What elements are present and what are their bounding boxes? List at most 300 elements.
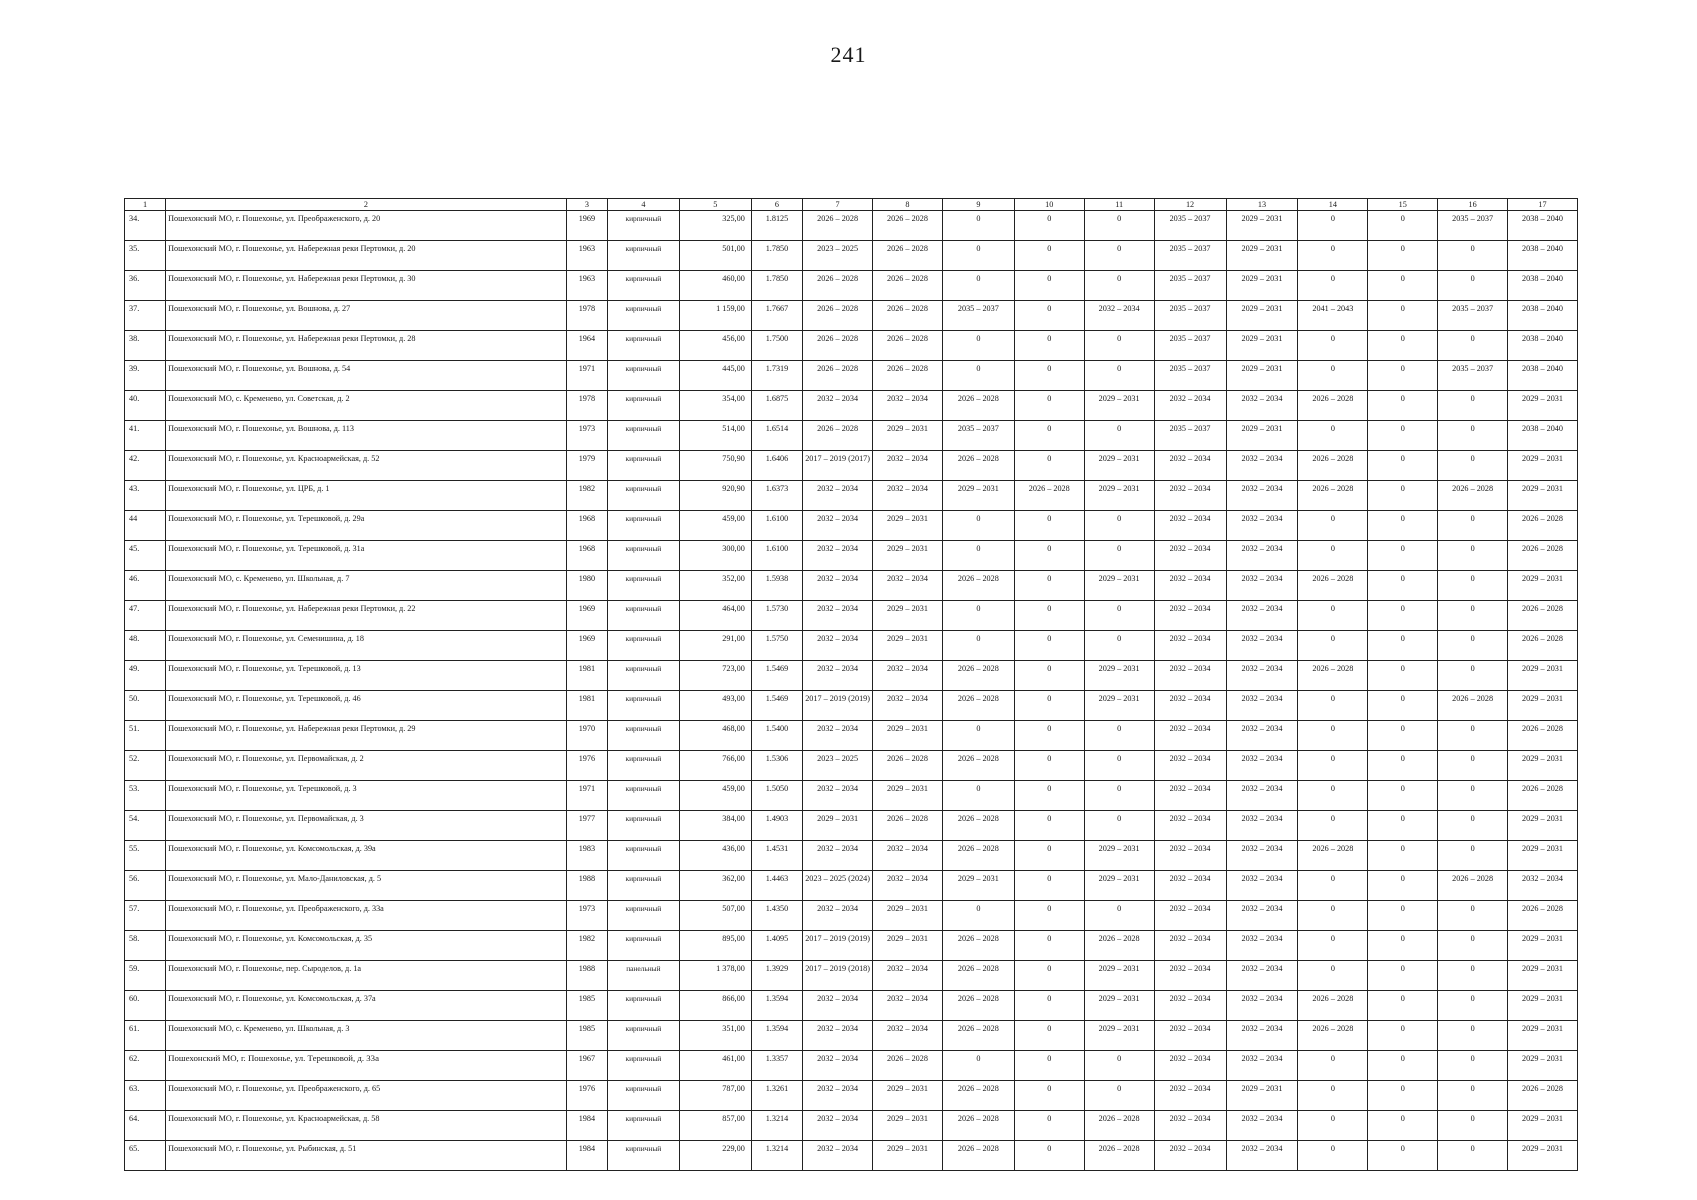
table-cell-col-16: 0 <box>1438 631 1508 661</box>
table-cell-col-17: 2038 – 2040 <box>1508 301 1578 331</box>
table-cell-col-3: 1971 <box>566 361 607 391</box>
table-cell-col-4: кирпичный <box>607 631 679 661</box>
table-cell-col-15: 0 <box>1368 301 1438 331</box>
table-cell-col-1: 58. <box>125 931 166 961</box>
table-cell-col-17: 2038 – 2040 <box>1508 331 1578 361</box>
table-cell-col-4: кирпичный <box>607 541 679 571</box>
table-cell-col-8: 2026 – 2028 <box>873 301 943 331</box>
table-cell-col-12: 2032 – 2034 <box>1154 871 1226 901</box>
housing-repair-schedule-table <box>124 198 1578 1171</box>
table-cell-col-10: 0 <box>1014 781 1084 811</box>
column-header-3: 3 <box>566 199 607 211</box>
column-header-7: 7 <box>803 199 873 211</box>
table-cell-col-15: 0 <box>1368 1051 1438 1081</box>
table-cell-col-15: 0 <box>1368 991 1438 1021</box>
table-cell-col-1: 64. <box>125 1111 166 1141</box>
table-cell-col-11: 0 <box>1084 901 1154 931</box>
table-cell-col-1: 43. <box>125 481 166 511</box>
table-cell-col-8: 2029 – 2031 <box>873 1081 943 1111</box>
table-cell-col-8: 2032 – 2034 <box>873 961 943 991</box>
table-cell-col-2: Пошехонский МО, г. Пошехонье, ул. Рыбинская, д. 51 <box>166 1141 567 1171</box>
table-cell-col-9: 0 <box>942 781 1014 811</box>
table-cell-col-6: 1.5730 <box>751 601 802 631</box>
table-cell-col-1: 44 <box>125 511 166 541</box>
table-cell-col-2: Пошехонский МО, г. Пошехонье, ул. Набережная реки Пертомки, д. 20 <box>166 241 567 271</box>
table-cell-col-10: 0 <box>1014 451 1084 481</box>
table-cell-col-7: 2032 – 2034 <box>803 901 873 931</box>
table-cell-col-2: Пошехонский МО, г. Пошехонье, ул. Красноармейская, д. 58 <box>166 1111 567 1141</box>
table-cell-col-13: 2032 – 2034 <box>1226 721 1298 751</box>
table-cell-col-8: 2026 – 2028 <box>873 1051 943 1081</box>
table-cell-col-9: 2029 – 2031 <box>942 481 1014 511</box>
table-cell-col-5: 436,00 <box>679 841 751 871</box>
table-cell-col-2: Пошехонский МО, г. Пошехонье, ул. Мало-Даниловская, д. 5 <box>166 871 567 901</box>
table-cell-col-12: 2032 – 2034 <box>1154 541 1226 571</box>
table-cell-col-15: 0 <box>1368 241 1438 271</box>
table-cell-col-5: 493,00 <box>679 691 751 721</box>
table-cell-col-11: 0 <box>1084 721 1154 751</box>
table-cell-col-6: 1.6875 <box>751 391 802 421</box>
table-cell-col-6: 1.3214 <box>751 1111 802 1141</box>
table-cell-col-10: 0 <box>1014 1141 1084 1171</box>
table-cell-col-13: 2032 – 2034 <box>1226 1021 1298 1051</box>
table-cell-col-2: Пошехонский МО, г. Пошехонье, ул. Терешковой, д. 31а <box>166 541 567 571</box>
table-cell-col-16: 0 <box>1438 271 1508 301</box>
table-cell-col-13: 2032 – 2034 <box>1226 781 1298 811</box>
table-cell-col-16: 2035 – 2037 <box>1438 301 1508 331</box>
table-cell-col-4: кирпичный <box>607 871 679 901</box>
table-cell-col-17: 2026 – 2028 <box>1508 541 1578 571</box>
table-cell-col-7: 2026 – 2028 <box>803 301 873 331</box>
table-cell-col-17: 2029 – 2031 <box>1508 451 1578 481</box>
table-cell-col-11: 0 <box>1084 631 1154 661</box>
table-cell-col-15: 0 <box>1368 1021 1438 1051</box>
table-cell-col-17: 2029 – 2031 <box>1508 811 1578 841</box>
table-cell-col-9: 0 <box>942 211 1014 241</box>
table-cell-col-9: 2026 – 2028 <box>942 661 1014 691</box>
table-cell-col-9: 0 <box>942 901 1014 931</box>
table-cell-col-7: 2032 – 2034 <box>803 1051 873 1081</box>
table-cell-col-5: 787,00 <box>679 1081 751 1111</box>
table-cell-col-2: Пошехонский МО, г. Пошехонье, ул. Преображенского, д. 33а <box>166 901 567 931</box>
table-cell-col-9: 0 <box>942 361 1014 391</box>
table-cell-col-13: 2032 – 2034 <box>1226 931 1298 961</box>
page-number: 241 <box>830 42 867 67</box>
table-cell-col-17: 2026 – 2028 <box>1508 601 1578 631</box>
table-row <box>125 601 1578 631</box>
table-cell-col-6: 1.4531 <box>751 841 802 871</box>
table-cell-col-3: 1985 <box>566 1021 607 1051</box>
column-number-row <box>125 199 1578 211</box>
table-cell-col-1: 63. <box>125 1081 166 1111</box>
table-cell-col-6: 1.3594 <box>751 1021 802 1051</box>
table-cell-col-16: 2026 – 2028 <box>1438 691 1508 721</box>
table-cell-col-12: 2032 – 2034 <box>1154 1051 1226 1081</box>
table-cell-col-15: 0 <box>1368 631 1438 661</box>
table-cell-col-14: 2026 – 2028 <box>1298 1021 1368 1051</box>
table-cell-col-9: 2026 – 2028 <box>942 811 1014 841</box>
table-cell-col-10: 0 <box>1014 1021 1084 1051</box>
table-cell-col-17: 2029 – 2031 <box>1508 481 1578 511</box>
table-cell-col-7: 2032 – 2034 <box>803 781 873 811</box>
table-cell-col-17: 2038 – 2040 <box>1508 211 1578 241</box>
table-cell-col-10: 0 <box>1014 1111 1084 1141</box>
table-cell-col-5: 920,90 <box>679 481 751 511</box>
table-cell-col-11: 0 <box>1084 1051 1154 1081</box>
table-cell-col-13: 2032 – 2034 <box>1226 961 1298 991</box>
table-cell-col-1: 51. <box>125 721 166 751</box>
table-cell-col-10: 0 <box>1014 391 1084 421</box>
table-cell-col-2: Пошехонский МО, г. Пошехонье, ул. Первомайская, д. 3 <box>166 811 567 841</box>
table-cell-col-13: 2032 – 2034 <box>1226 541 1298 571</box>
table-cell-col-9: 0 <box>942 541 1014 571</box>
table-cell-col-16: 0 <box>1438 1081 1508 1111</box>
table-cell-col-11: 0 <box>1084 781 1154 811</box>
table-cell-col-10: 0 <box>1014 361 1084 391</box>
table-cell-col-1: 38. <box>125 331 166 361</box>
table-cell-col-8: 2032 – 2034 <box>873 481 943 511</box>
table-cell-col-2: Пошехонский МО, г. Пошехонье, ул. Вошнова, д. 27 <box>166 301 567 331</box>
table-cell-col-12: 2032 – 2034 <box>1154 811 1226 841</box>
table-cell-col-15: 0 <box>1368 271 1438 301</box>
table-cell-col-13: 2029 – 2031 <box>1226 241 1298 271</box>
table-cell-col-5: 229,00 <box>679 1141 751 1171</box>
table-cell-col-14: 2041 – 2043 <box>1298 301 1368 331</box>
table-cell-col-6: 1.8125 <box>751 211 802 241</box>
table-cell-col-4: кирпичный <box>607 391 679 421</box>
table-cell-col-8: 2032 – 2034 <box>873 1021 943 1051</box>
table-cell-col-2: Пошехонский МО, г. Пошехонье, ул. Преображенского, д. 65 <box>166 1081 567 1111</box>
table-cell-col-3: 1973 <box>566 901 607 931</box>
table-cell-col-2: Пошехонский МО, с. Кременево, ул. Советская, д. 2 <box>166 391 567 421</box>
table-cell-col-6: 1.3929 <box>751 961 802 991</box>
table-cell-col-4: кирпичный <box>607 1111 679 1141</box>
table-cell-col-11: 2026 – 2028 <box>1084 1111 1154 1141</box>
table-cell-col-16: 0 <box>1438 1021 1508 1051</box>
table-cell-col-3: 1980 <box>566 571 607 601</box>
table-cell-col-1: 36. <box>125 271 166 301</box>
table-cell-col-12: 2032 – 2034 <box>1154 1021 1226 1051</box>
table-cell-col-3: 1970 <box>566 721 607 751</box>
table-cell-col-16: 0 <box>1438 781 1508 811</box>
table-cell-col-15: 0 <box>1368 601 1438 631</box>
table-cell-col-7: 2032 – 2034 <box>803 1141 873 1171</box>
table-cell-col-4: кирпичный <box>607 451 679 481</box>
table-cell-col-8: 2032 – 2034 <box>873 991 943 1021</box>
table-cell-col-13: 2032 – 2034 <box>1226 991 1298 1021</box>
table-cell-col-5: 354,00 <box>679 391 751 421</box>
table-cell-col-7: 2032 – 2034 <box>803 481 873 511</box>
table-cell-col-13: 2032 – 2034 <box>1226 751 1298 781</box>
table-cell-col-12: 2035 – 2037 <box>1154 331 1226 361</box>
table-cell-col-15: 0 <box>1368 961 1438 991</box>
table-row <box>125 661 1578 691</box>
table-cell-col-10: 0 <box>1014 991 1084 1021</box>
table-cell-col-7: 2023 – 2025 <box>803 241 873 271</box>
table-cell-col-8: 2026 – 2028 <box>873 211 943 241</box>
table-cell-col-14: 0 <box>1298 811 1368 841</box>
table-cell-col-3: 1978 <box>566 301 607 331</box>
column-header-4: 4 <box>607 199 679 211</box>
table-cell-col-17: 2038 – 2040 <box>1508 241 1578 271</box>
table-cell-col-8: 2026 – 2028 <box>873 331 943 361</box>
table-cell-col-7: 2026 – 2028 <box>803 421 873 451</box>
table-cell-col-6: 1.4463 <box>751 871 802 901</box>
table-cell-col-6: 1.6514 <box>751 421 802 451</box>
table-row <box>125 931 1578 961</box>
table-cell-col-13: 2029 – 2031 <box>1226 1081 1298 1111</box>
table-cell-col-1: 65. <box>125 1141 166 1171</box>
table-cell-col-5: 456,00 <box>679 331 751 361</box>
table-cell-col-1: 41. <box>125 421 166 451</box>
table-cell-col-16: 0 <box>1438 511 1508 541</box>
table-cell-col-6: 1.6406 <box>751 451 802 481</box>
table-cell-col-13: 2032 – 2034 <box>1226 601 1298 631</box>
table-cell-col-14: 0 <box>1298 241 1368 271</box>
table-cell-col-2: Пошехонский МО, г. Пошехонье, ул. Набережная реки Пертомки, д. 22 <box>166 601 567 631</box>
table-cell-col-9: 0 <box>942 601 1014 631</box>
table-cell-col-9: 2026 – 2028 <box>942 841 1014 871</box>
table-cell-col-9: 2026 – 2028 <box>942 571 1014 601</box>
table-cell-col-17: 2026 – 2028 <box>1508 631 1578 661</box>
table-cell-col-5: 445,00 <box>679 361 751 391</box>
table-cell-col-10: 0 <box>1014 511 1084 541</box>
table-row <box>125 481 1578 511</box>
table-row <box>125 301 1578 331</box>
table-cell-col-12: 2032 – 2034 <box>1154 901 1226 931</box>
table-cell-col-7: 2026 – 2028 <box>803 211 873 241</box>
table-row <box>125 1021 1578 1051</box>
table-cell-col-5: 1 378,00 <box>679 961 751 991</box>
table-cell-col-6: 1.4903 <box>751 811 802 841</box>
table-cell-col-9: 2026 – 2028 <box>942 961 1014 991</box>
table-cell-col-7: 2017 – 2019 (2018) <box>803 961 873 991</box>
table-cell-col-11: 0 <box>1084 361 1154 391</box>
table-cell-col-14: 0 <box>1298 871 1368 901</box>
table-cell-col-17: 2029 – 2031 <box>1508 841 1578 871</box>
table-cell-col-1: 34. <box>125 211 166 241</box>
table-cell-col-12: 2032 – 2034 <box>1154 1081 1226 1111</box>
table-cell-col-4: кирпичный <box>607 691 679 721</box>
table-cell-col-6: 1.5938 <box>751 571 802 601</box>
column-header-16: 16 <box>1438 199 1508 211</box>
table-cell-col-2: Пошехонский МО, с. Кременево, ул. Школьная, д. 7 <box>166 571 567 601</box>
table-cell-col-5: 362,00 <box>679 871 751 901</box>
table-cell-col-11: 2026 – 2028 <box>1084 931 1154 961</box>
table-cell-col-13: 2029 – 2031 <box>1226 331 1298 361</box>
table-cell-col-6: 1.7850 <box>751 241 802 271</box>
table-cell-col-10: 0 <box>1014 241 1084 271</box>
table-cell-col-17: 2029 – 2031 <box>1508 661 1578 691</box>
table-cell-col-1: 54. <box>125 811 166 841</box>
table-cell-col-5: 384,00 <box>679 811 751 841</box>
table-cell-col-13: 2032 – 2034 <box>1226 511 1298 541</box>
table-cell-col-14: 2026 – 2028 <box>1298 391 1368 421</box>
table-cell-col-6: 1.3594 <box>751 991 802 1021</box>
table-cell-col-1: 55. <box>125 841 166 871</box>
table-cell-col-5: 723,00 <box>679 661 751 691</box>
table-cell-col-7: 2017 – 2019 (2017) <box>803 451 873 481</box>
table-cell-col-17: 2029 – 2031 <box>1508 1111 1578 1141</box>
table-row <box>125 1141 1578 1171</box>
table-cell-col-7: 2032 – 2034 <box>803 991 873 1021</box>
table-cell-col-6: 1.6100 <box>751 541 802 571</box>
table-cell-col-8: 2032 – 2034 <box>873 691 943 721</box>
table-cell-col-13: 2032 – 2034 <box>1226 391 1298 421</box>
table-cell-col-11: 2029 – 2031 <box>1084 661 1154 691</box>
table-cell-col-12: 2032 – 2034 <box>1154 931 1226 961</box>
table-cell-col-17: 2029 – 2031 <box>1508 1051 1578 1081</box>
table-cell-col-5: 514,00 <box>679 421 751 451</box>
table-cell-col-3: 1978 <box>566 391 607 421</box>
column-header-15: 15 <box>1368 199 1438 211</box>
table-cell-col-15: 0 <box>1368 811 1438 841</box>
table-cell-col-2: Пошехонский МО, г. Пошехонье, пер. Сыроделов, д. 1а <box>166 961 567 991</box>
table-cell-col-13: 2032 – 2034 <box>1226 631 1298 661</box>
table-cell-col-17: 2029 – 2031 <box>1508 571 1578 601</box>
table-cell-col-12: 2035 – 2037 <box>1154 361 1226 391</box>
table-cell-col-5: 325,00 <box>679 211 751 241</box>
table-cell-col-16: 0 <box>1438 331 1508 361</box>
table-cell-col-4: кирпичный <box>607 1021 679 1051</box>
table-cell-col-8: 2032 – 2034 <box>873 841 943 871</box>
table-cell-col-17: 2029 – 2031 <box>1508 1141 1578 1171</box>
table-cell-col-1: 62. <box>125 1051 166 1081</box>
table-cell-col-10: 0 <box>1014 931 1084 961</box>
table-cell-col-6: 1.5306 <box>751 751 802 781</box>
table-cell-col-11: 0 <box>1084 331 1154 361</box>
table-cell-col-14: 0 <box>1298 1081 1368 1111</box>
table-cell-col-17: 2029 – 2031 <box>1508 931 1578 961</box>
table-cell-col-3: 1981 <box>566 691 607 721</box>
table-cell-col-13: 2032 – 2034 <box>1226 571 1298 601</box>
table-cell-col-5: 291,00 <box>679 631 751 661</box>
table-cell-col-13: 2029 – 2031 <box>1226 361 1298 391</box>
table-cell-col-9: 2026 – 2028 <box>942 1111 1014 1141</box>
table-cell-col-14: 0 <box>1298 1051 1368 1081</box>
table-cell-col-6: 1.5750 <box>751 631 802 661</box>
table-cell-col-6: 1.5050 <box>751 781 802 811</box>
table-cell-col-5: 461,00 <box>679 1051 751 1081</box>
table-row <box>125 541 1578 571</box>
table-row <box>125 631 1578 661</box>
table-cell-col-2: Пошехонский МО, г. Пошехонье, ул. Вошнова, д. 54 <box>166 361 567 391</box>
table-cell-col-11: 0 <box>1084 601 1154 631</box>
table-cell-col-10: 0 <box>1014 331 1084 361</box>
table-cell-col-1: 56. <box>125 871 166 901</box>
table-cell-col-17: 2026 – 2028 <box>1508 781 1578 811</box>
table-cell-col-5: 460,00 <box>679 271 751 301</box>
table-cell-col-5: 300,00 <box>679 541 751 571</box>
table-cell-col-4: панельный <box>607 961 679 991</box>
table-cell-col-16: 2035 – 2037 <box>1438 211 1508 241</box>
table-cell-col-15: 0 <box>1368 691 1438 721</box>
table-cell-col-14: 0 <box>1298 781 1368 811</box>
table-cell-col-12: 2032 – 2034 <box>1154 481 1226 511</box>
table-cell-col-4: кирпичный <box>607 901 679 931</box>
column-header-6: 6 <box>751 199 802 211</box>
table-cell-col-12: 2032 – 2034 <box>1154 451 1226 481</box>
table-cell-col-10: 0 <box>1014 871 1084 901</box>
table-cell-col-9: 0 <box>942 511 1014 541</box>
table-cell-col-2: Пошехонский МО, г. Пошехонье, ул. Терешковой, д. 46 <box>166 691 567 721</box>
table-cell-col-13: 2032 – 2034 <box>1226 1141 1298 1171</box>
table-cell-col-11: 2029 – 2031 <box>1084 1021 1154 1051</box>
table-row <box>125 271 1578 301</box>
table-cell-col-12: 2032 – 2034 <box>1154 1111 1226 1141</box>
table-cell-col-3: 1963 <box>566 241 607 271</box>
table-cell-col-2: Пошехонский МО, с. Кременево, ул. Школьная, д. 3 <box>166 1021 567 1051</box>
table-cell-col-12: 2032 – 2034 <box>1154 991 1226 1021</box>
table-cell-col-7: 2032 – 2034 <box>803 391 873 421</box>
table-cell-col-2: Пошехонский МО, г. Пошехонье, ул. Семенишина, д. 18 <box>166 631 567 661</box>
table-cell-col-11: 2029 – 2031 <box>1084 691 1154 721</box>
table-row <box>125 721 1578 751</box>
table-cell-col-9: 2035 – 2037 <box>942 301 1014 331</box>
table-cell-col-16: 0 <box>1438 1141 1508 1171</box>
table-cell-col-6: 1.7667 <box>751 301 802 331</box>
table-cell-col-9: 0 <box>942 331 1014 361</box>
table-cell-col-8: 2029 – 2031 <box>873 781 943 811</box>
table-cell-col-9: 2026 – 2028 <box>942 391 1014 421</box>
table-cell-col-8: 2032 – 2034 <box>873 391 943 421</box>
table-cell-col-5: 857,00 <box>679 1111 751 1141</box>
table-row <box>125 421 1578 451</box>
table-cell-col-4: кирпичный <box>607 841 679 871</box>
table-cell-col-12: 2032 – 2034 <box>1154 661 1226 691</box>
table-cell-col-4: кирпичный <box>607 1081 679 1111</box>
table-cell-col-12: 2032 – 2034 <box>1154 721 1226 751</box>
table-cell-col-2: Пошехонский МО, г. Пошехонье, ул. Преображенского, д. 20 <box>166 211 567 241</box>
table-cell-col-4: кирпичный <box>607 211 679 241</box>
table-cell-col-14: 0 <box>1298 331 1368 361</box>
table-cell-col-14: 2026 – 2028 <box>1298 571 1368 601</box>
table-cell-col-6: 1.5469 <box>751 661 802 691</box>
table-cell-col-2: Пошехонский МО, г. Пошехонье, ул. Первомайская, д. 2 <box>166 751 567 781</box>
table-cell-col-13: 2029 – 2031 <box>1226 271 1298 301</box>
table-cell-col-13: 2029 – 2031 <box>1226 421 1298 451</box>
table-cell-col-17: 2029 – 2031 <box>1508 991 1578 1021</box>
table-cell-col-8: 2032 – 2034 <box>873 571 943 601</box>
table-cell-col-15: 0 <box>1368 871 1438 901</box>
table-cell-col-7: 2032 – 2034 <box>803 1021 873 1051</box>
table-cell-col-10: 0 <box>1014 811 1084 841</box>
table-cell-col-2: Пошехонский МО, г. Пошехонье, ул. Комсомольская, д. 37а <box>166 991 567 1021</box>
table-cell-col-4: кирпичный <box>607 931 679 961</box>
table-cell-col-7: 2032 – 2034 <box>803 1111 873 1141</box>
table-cell-col-2: Пошехонский МО, г. Пошехонье, ул. Набережная реки Пертомки, д. 29 <box>166 721 567 751</box>
table-row <box>125 571 1578 601</box>
table-cell-col-2: Пошехонский МО, г. Пошехонье, ул. Терешковой, д. 29а <box>166 511 567 541</box>
table-cell-col-5: 464,00 <box>679 601 751 631</box>
table-cell-col-16: 0 <box>1438 721 1508 751</box>
table-row <box>125 841 1578 871</box>
table-cell-col-1: 48. <box>125 631 166 661</box>
table-cell-col-3: 1984 <box>566 1111 607 1141</box>
table-cell-col-2: Пошехонский МО, г. Пошехонье, ул. Набережная реки Пертомки, д. 28 <box>166 331 567 361</box>
table-cell-col-7: 2032 – 2034 <box>803 541 873 571</box>
table-cell-col-10: 0 <box>1014 301 1084 331</box>
table-cell-col-2: Пошехонский МО, г. Пошехонье, ул. Набережная реки Пертомки, д. 30 <box>166 271 567 301</box>
table-cell-col-3: 1969 <box>566 631 607 661</box>
table-cell-col-13: 2032 – 2034 <box>1226 691 1298 721</box>
table-cell-col-1: 50. <box>125 691 166 721</box>
table-cell-col-5: 459,00 <box>679 781 751 811</box>
table-cell-col-8: 2029 – 2031 <box>873 1141 943 1171</box>
table-cell-col-4: кирпичный <box>607 751 679 781</box>
table-cell-col-4: кирпичный <box>607 991 679 1021</box>
table-cell-col-6: 1.3214 <box>751 1141 802 1171</box>
